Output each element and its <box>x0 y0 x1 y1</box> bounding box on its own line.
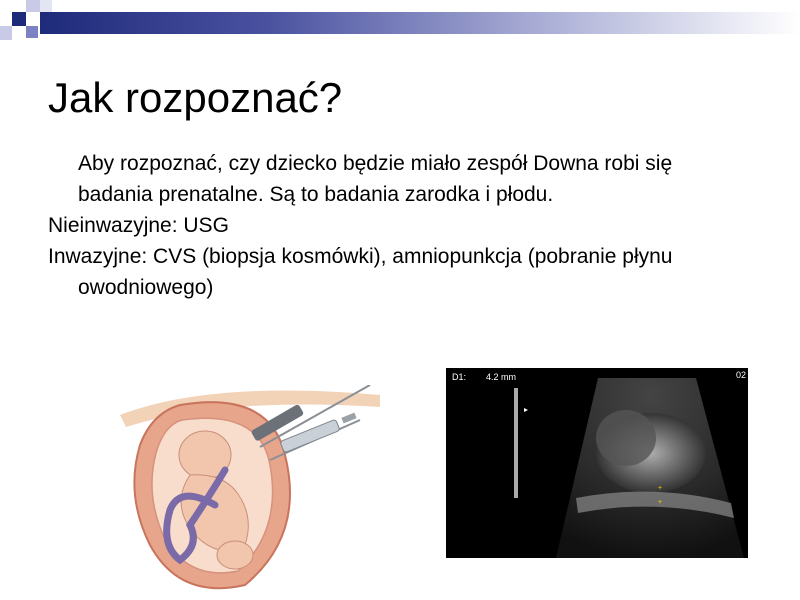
decor-square <box>40 0 52 12</box>
ultrasound-image <box>446 368 748 558</box>
decor-square <box>26 0 40 12</box>
grayscale-bar <box>514 388 518 498</box>
ultrasound-scan <box>446 368 748 558</box>
invasive-item: Inwazyjne: CVS (biopsja kosmówki), amniopunkcja (pobranie płynu owodniowego) <box>48 245 673 299</box>
header-gradient-bar <box>40 12 800 34</box>
us-d1-label: D1: <box>452 372 467 382</box>
us-measurement: 4.2 mm <box>486 372 517 382</box>
caliper-mark: + <box>658 485 663 492</box>
caliper-mark: + <box>658 499 663 506</box>
fetus-face <box>217 541 253 569</box>
us-corner-label: 02 <box>736 370 747 380</box>
slide-title: Jak rozpoznać? <box>48 74 343 121</box>
syringe-light <box>280 419 340 453</box>
decor-square <box>12 12 26 26</box>
intro-paragraph: Aby rozpoznać, czy dziecko będzie miało zespół Downa robi się badania prenatalne. Są to badania zarodka i płodu. <box>78 152 673 206</box>
amniocentesis-illustration <box>120 385 380 590</box>
depth-marker <box>524 408 528 412</box>
noninvasive-item: Nieinwazyjne: USG <box>48 214 229 237</box>
decor-square <box>0 26 12 40</box>
fetus-head-echo <box>596 410 656 466</box>
slide-body <box>48 148 748 303</box>
decor-square <box>26 26 38 38</box>
